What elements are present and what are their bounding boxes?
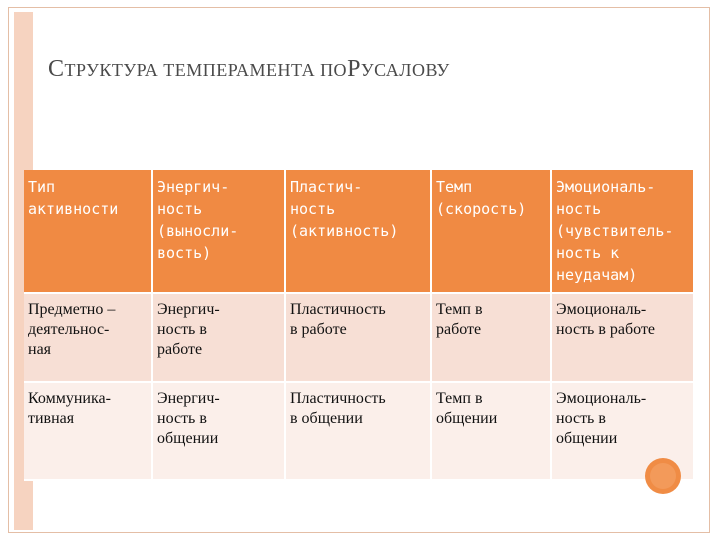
slide-title — [48, 56, 450, 83]
decorative-circle — [645, 458, 681, 494]
header-cell: Темп (скорость) — [431, 170, 551, 293]
title-cap-2: Р — [347, 56, 361, 82]
header-cell: Энергич- ность (выносли- вость) — [152, 170, 285, 293]
title-part-1: ТРУКТУРА ТЕМПЕРАМЕНТА ПО — [64, 60, 348, 80]
table-row — [24, 293, 694, 382]
table-cell: Пластичность в работе — [285, 293, 431, 382]
title-cap-1: С — [48, 56, 65, 82]
title-part-2: УСАЛОВУ — [360, 60, 450, 80]
table-cell: Коммуника- тивная — [24, 382, 152, 480]
header-cell: Тип активности — [24, 170, 152, 293]
table-cell: Пластичность в общении — [285, 382, 431, 480]
table-cell: Энергич- ность в работе — [152, 293, 285, 382]
header-cell: Пластич- ность (активность) — [285, 170, 431, 293]
temperament-table — [24, 170, 695, 481]
table-cell: Предметно – деятельнос- ная — [24, 293, 152, 382]
decorative-circle-inner — [650, 463, 676, 489]
table-cell: Темп в общении — [431, 382, 551, 480]
table-cell: Энергич- ность в общении — [152, 382, 285, 480]
table-cell: Эмоциональ- ность в работе — [551, 293, 694, 382]
table-cell: Эмоциональ- ность в общении — [551, 382, 694, 480]
table-header-row — [24, 170, 694, 293]
table-cell: Темп в работе — [431, 293, 551, 382]
header-cell: Эмоциональ- ность (чувствитель- ность к неудачам) — [551, 170, 694, 293]
table-row — [24, 382, 694, 480]
